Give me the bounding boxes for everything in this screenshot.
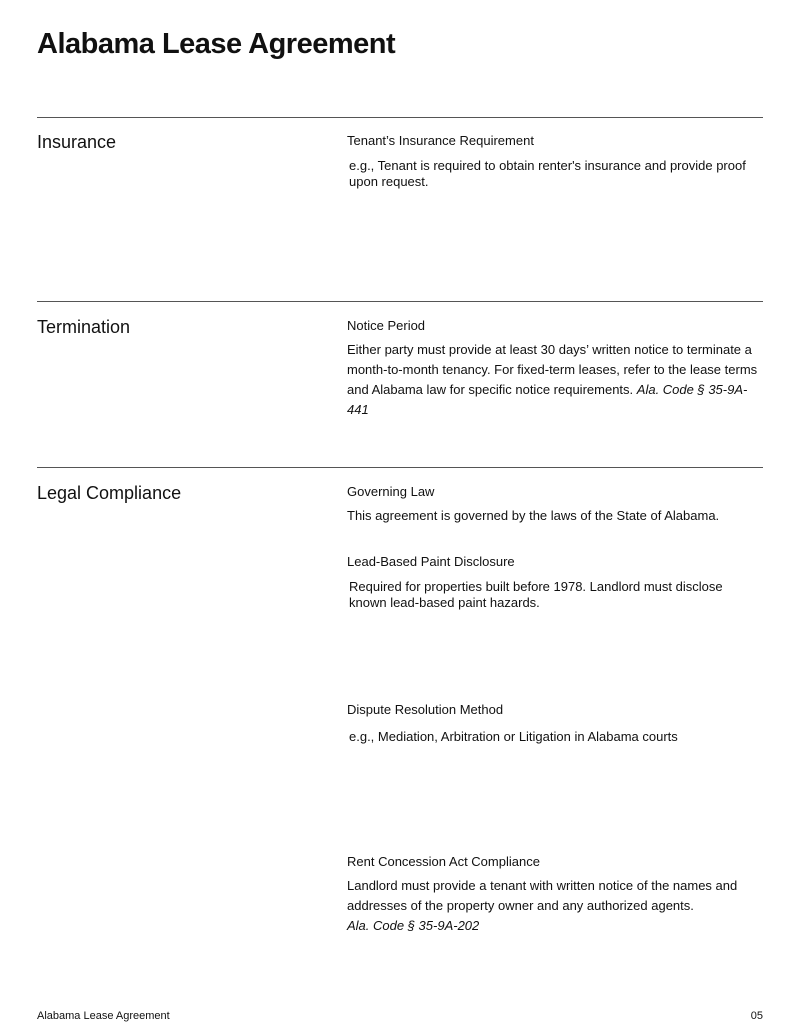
rent-concession-label: Rent Concession Act Compliance — [347, 854, 540, 869]
rent-concession-text — [347, 876, 759, 936]
rent-concession-body: Landlord must provide a tenant with written notice of the names and addresses of the property owner and any authorized agents. — [347, 878, 738, 913]
notice-period-body: Either party must provide at least 30 days’ written notice to terminate a month-to-month tenancy. For fixed-term leases, refer to the lease terms and Alabama law for specific notice requirements. — [347, 342, 758, 397]
section-title-legal-compliance: Legal Compliance — [37, 483, 182, 503]
section-divider — [37, 301, 763, 302]
lead-paint-field[interactable]: Required for properties built before 1978. Landlord must disclose known lead-based paint hazards. — [349, 579, 723, 610]
notice-period-label: Notice Period — [347, 318, 426, 333]
governing-law-label: Governing Law — [347, 484, 435, 499]
tenant-insurance-label: Tenant’s Insurance Requirement — [347, 133, 534, 148]
footer-page-number: 05 — [750, 1010, 763, 1022]
document-title: Alabama Lease Agreement — [37, 28, 396, 60]
lead-paint-label: Lead-Based Paint Disclosure — [347, 554, 515, 569]
section-divider — [37, 467, 763, 468]
governing-law-text: This agreement is governed by the laws of the State of Alabama. — [347, 508, 720, 523]
rent-concession-citation: Ala. Code § 35-9A-202 — [347, 918, 480, 933]
section-divider — [37, 117, 763, 118]
footer-document-name: Alabama Lease Agreement — [37, 1010, 170, 1022]
section-title-termination: Termination — [37, 317, 131, 337]
tenant-insurance-field[interactable]: e.g., Tenant is required to obtain renter's insurance and provide proof upon request. — [349, 158, 746, 189]
notice-period-text — [347, 340, 759, 420]
dispute-resolution-label: Dispute Resolution Method — [347, 702, 504, 717]
section-title-insurance: Insurance — [37, 132, 117, 152]
dispute-resolution-field[interactable]: e.g., Mediation, Arbitration or Litigation in Alabama courts — [349, 729, 678, 744]
notice-period-citation: Ala. Code § 35-9A-441 — [347, 382, 748, 417]
